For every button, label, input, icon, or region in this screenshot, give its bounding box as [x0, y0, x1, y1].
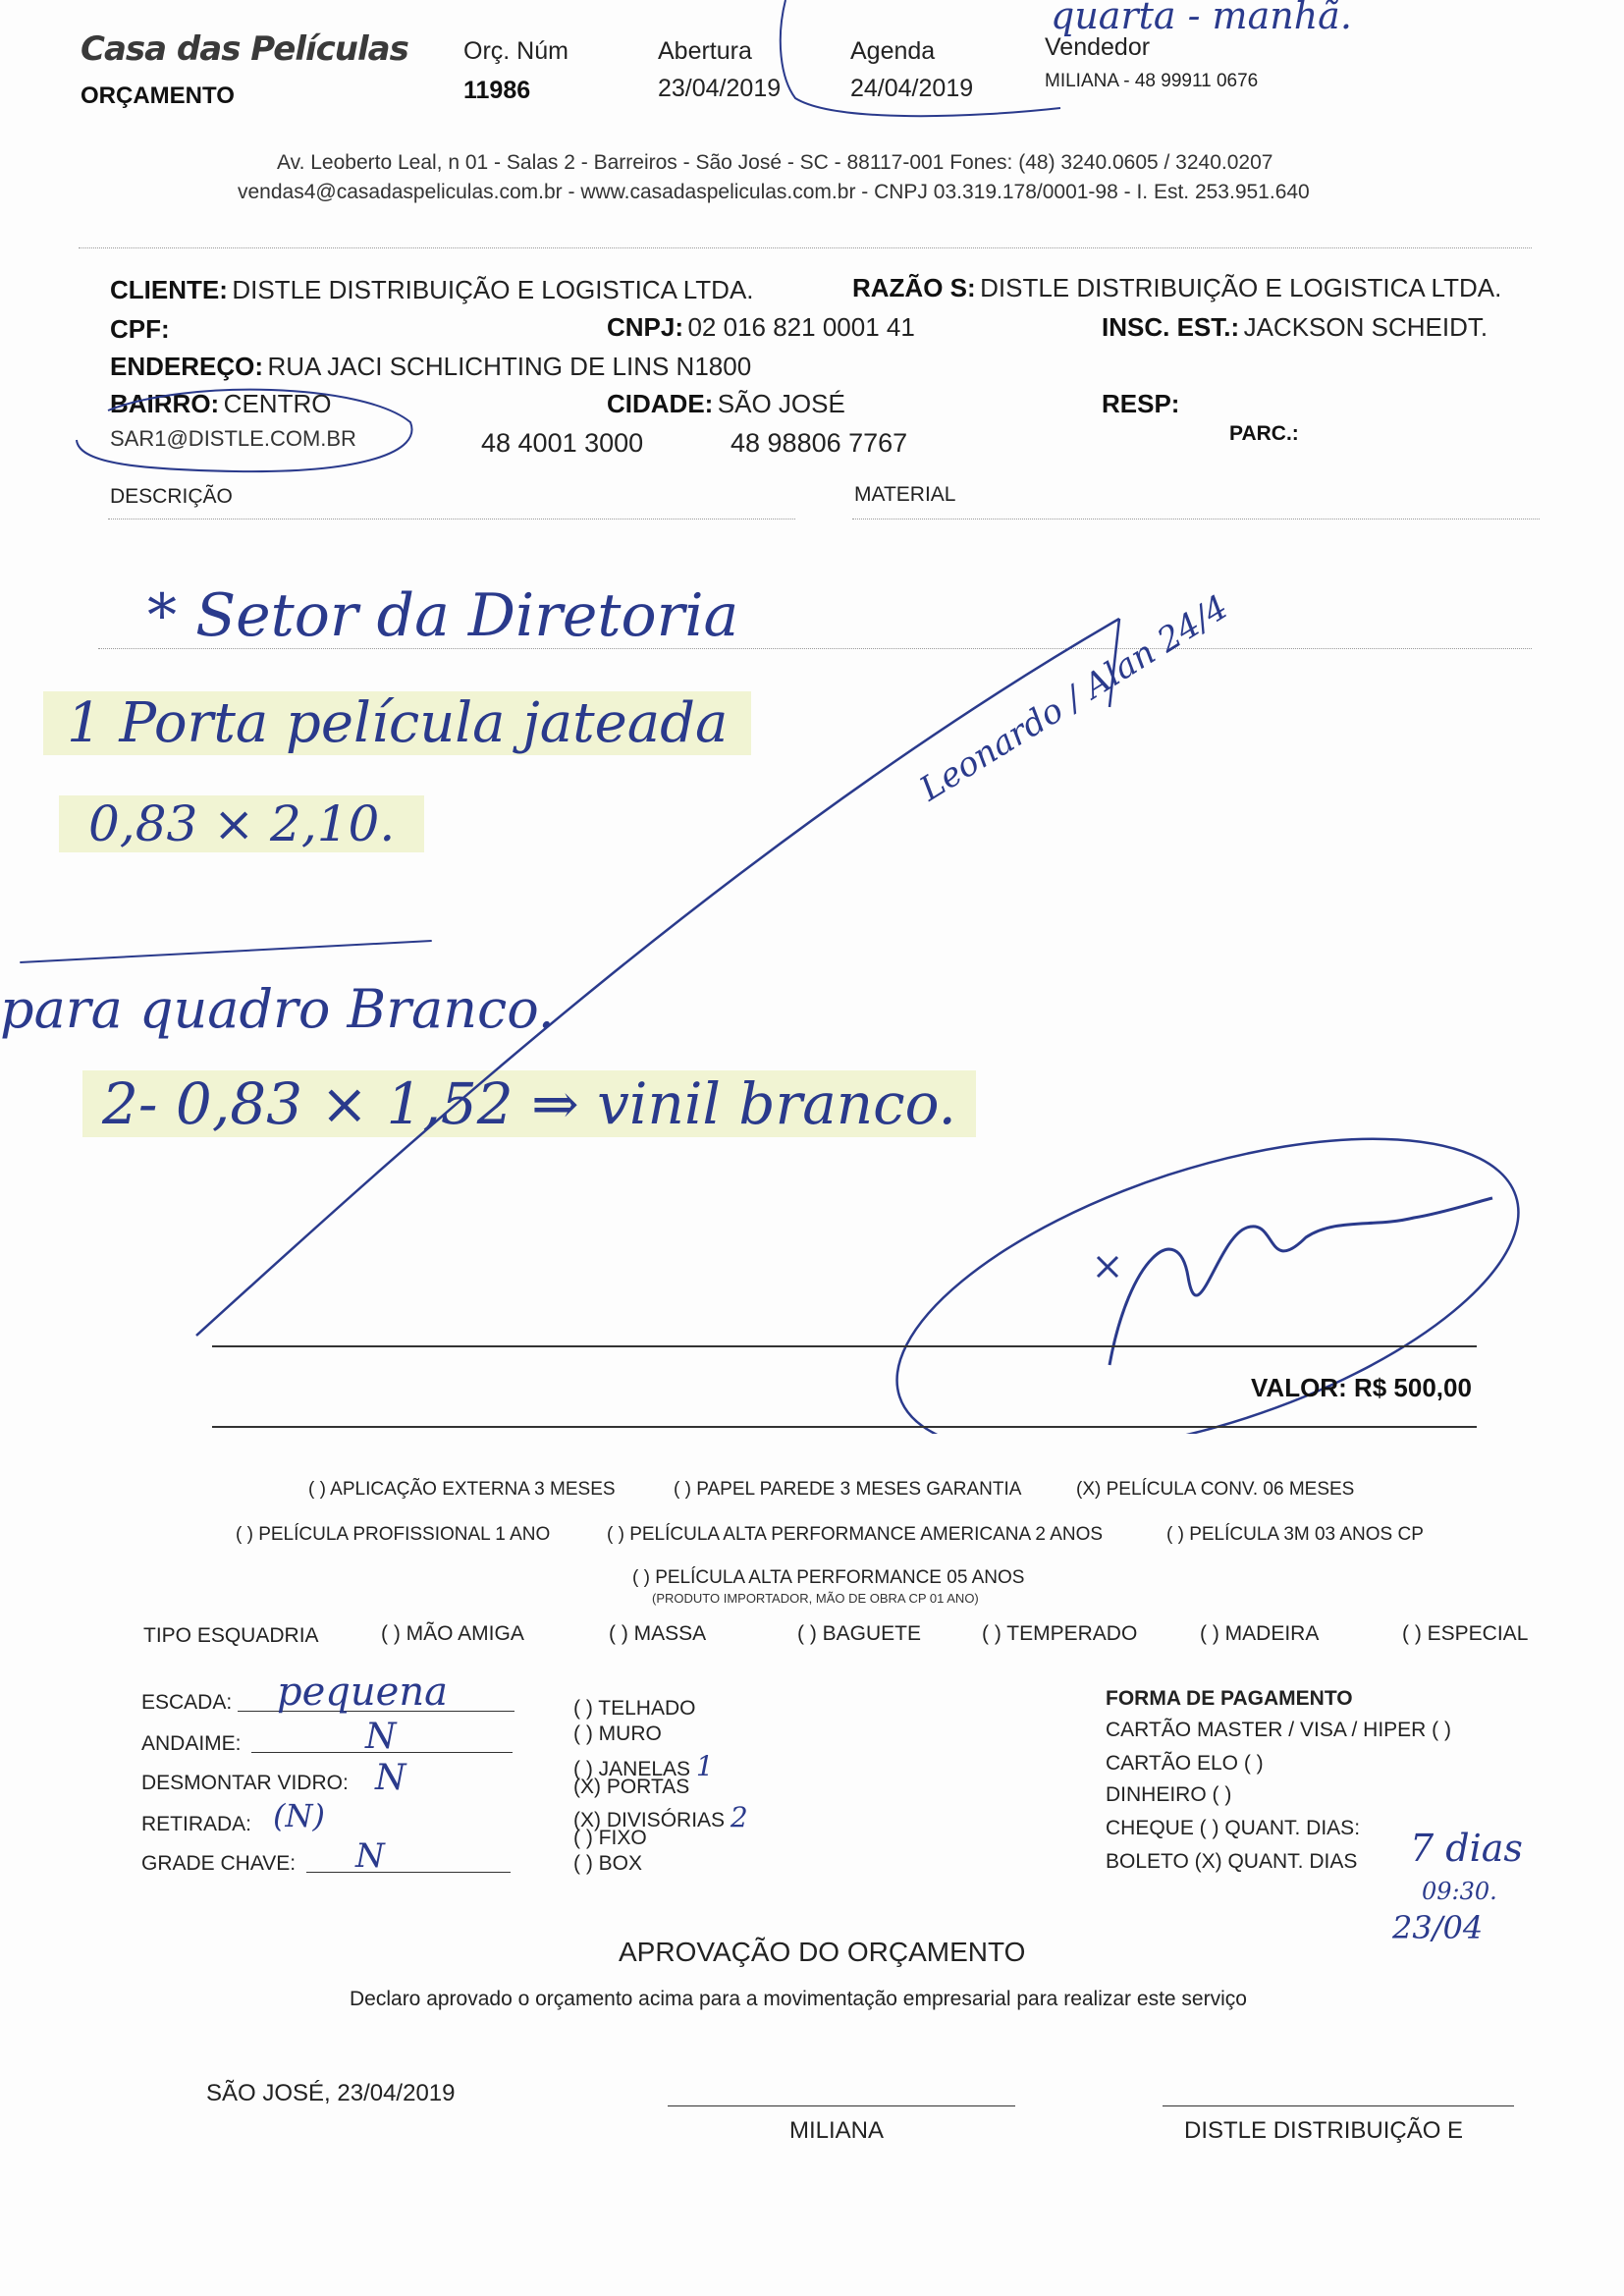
- cnpj-label: CNPJ:: [607, 312, 684, 342]
- payment-cartao-elo: CARTÃO ELO ( ): [1106, 1752, 1264, 1775]
- check-janelas-box: ( ): [573, 1758, 593, 1780]
- payment-date-hw: 23/04: [1392, 1909, 1484, 1946]
- payment-boleto: BOLETO (X) QUANT. DIAS: [1106, 1850, 1358, 1873]
- phone-1: 48 4001 3000: [481, 428, 644, 458]
- razao-row: [852, 273, 1501, 303]
- insc-label: INSC. EST.:: [1102, 312, 1240, 342]
- andaime-label: ANDAIME:: [141, 1732, 242, 1755]
- address-line-2: vendas4@casadaspeliculas.com.br - www.casadaspeliculas.com.br - CNPJ 03.319.178/0001-98 - I. Est. 253.951.640: [238, 181, 1310, 203]
- insc-value: JACKSON SCHEIDT.: [1243, 312, 1489, 342]
- option-pelicula-profissional: ( ) PELÍCULA PROFISSIONAL 1 ANO: [236, 1524, 551, 1545]
- doc-type: ORÇAMENTO: [81, 82, 235, 109]
- agenda-label: Agenda: [850, 37, 936, 65]
- payment-cartao-master: CARTÃO MASTER / VISA / HIPER ( ): [1106, 1719, 1452, 1741]
- hw-line-2: 1 Porta película jateada: [43, 691, 751, 755]
- cnpj-value: 02 016 821 0001 41: [687, 312, 915, 342]
- check-muro-box: ( ): [573, 1722, 593, 1745]
- hw-line-1: * Setor da Diretoria: [147, 581, 739, 650]
- check-muro-label: MURO: [598, 1722, 662, 1745]
- check-muro: [573, 1722, 662, 1746]
- cliente-row: [110, 275, 754, 305]
- header-ink-loop: [776, 0, 1070, 128]
- email-ink-circle: [69, 383, 422, 481]
- tipo-madeira: ( ) MADEIRA: [1200, 1622, 1320, 1645]
- check-box-label: BOX: [598, 1852, 643, 1875]
- signature-name-2: DISTLE DISTRIBUIÇÃO E: [1184, 2117, 1464, 2144]
- endereco-value: RUA JACI SCHLICHTING DE LINS N1800: [267, 352, 752, 381]
- payment-cheque: CHEQUE ( ) QUANT. DIAS:: [1106, 1817, 1361, 1839]
- valor-top-rule: [212, 1345, 1477, 1347]
- insc-row: [1102, 312, 1488, 343]
- cpf-label: CPF:: [110, 314, 170, 344]
- bairro-value: CENTRO: [223, 389, 332, 418]
- option-aplicacao-externa: ( ) APLICAÇÃO EXTERNA 3 MESES: [308, 1479, 616, 1500]
- option-pelicula-3m: ( ) PELÍCULA 3M 03 ANOS CP: [1166, 1524, 1424, 1545]
- vendedor-label: Vendedor: [1045, 33, 1151, 61]
- signature-rule-2: [1163, 2105, 1514, 2106]
- check-fixo-box: ( ): [573, 1827, 593, 1849]
- check-divisorias-box: (X): [573, 1809, 601, 1831]
- desmontar-label: DESMONTAR VIDRO:: [141, 1772, 349, 1794]
- option-pelicula-conv: (X) PELÍCULA CONV. 06 MESES: [1076, 1479, 1355, 1500]
- check-divisorias-label: DIVISÓRIAS: [606, 1809, 726, 1831]
- desmontar-value: N: [375, 1758, 406, 1798]
- andaime-value: N: [365, 1717, 397, 1757]
- approval-place-date: SÃO JOSÉ, 23/04/2019: [206, 2080, 456, 2106]
- valor-label: VALOR: R$ 500,00: [1251, 1373, 1472, 1402]
- tipo-massa: ( ) MASSA: [609, 1622, 707, 1645]
- hw-line-3: 0,83 × 2,10.: [59, 795, 424, 852]
- check-janelas-label: JANELAS: [598, 1758, 691, 1780]
- escada-value: pequena: [277, 1669, 448, 1715]
- address-line-1: Av. Leoberto Leal, n 01 - Salas 2 - Barreiros - São José - SC - 88117-001 Fones: (48) 3240.0605 / 3240.0207: [277, 151, 1273, 174]
- check-portas-box: (X): [573, 1776, 601, 1798]
- phone-2: 48 98806 7767: [731, 428, 908, 458]
- option-pelicula-alta-5: ( ) PELÍCULA ALTA PERFORMANCE 05 ANOS: [632, 1567, 1025, 1588]
- check-telhado: [573, 1697, 695, 1721]
- razao-label: RAZÃO S:: [852, 273, 976, 302]
- parc-label: PARC.:: [1229, 422, 1299, 445]
- tipo-mao-amiga: ( ) MÃO AMIGA: [381, 1622, 524, 1645]
- ink-strokes: [0, 589, 1624, 1434]
- bairro-label: BAIRRO:: [110, 389, 220, 418]
- signature-note: Leonardo / Alan 24/4: [913, 587, 1235, 809]
- cidade-value: SÃO JOSÉ: [717, 389, 845, 418]
- payment-time-hw: 09:30.: [1422, 1878, 1497, 1905]
- cidade-label: CIDADE:: [607, 389, 714, 418]
- grade-value: N: [355, 1836, 385, 1876]
- payment-title: FORMA DE PAGAMENTO: [1106, 1687, 1353, 1710]
- check-divisorias-hw: 2: [730, 1801, 748, 1833]
- vendedor-value: MILIANA - 48 99911 0676: [1045, 71, 1259, 91]
- escada-label: ESCADA:: [141, 1691, 233, 1714]
- abertura-value: 23/04/2019: [658, 75, 782, 102]
- header-handwritten-note: quarta - manhã.: [1051, 0, 1352, 37]
- tipo-temperado: ( ) TEMPERADO: [982, 1622, 1138, 1645]
- approval-title: APROVAÇÃO DO ORÇAMENTO: [619, 1937, 1026, 1967]
- valor-bottom-rule: [212, 1426, 1477, 1428]
- signature-rule-1: [668, 2105, 1015, 2106]
- cidade-row: [607, 389, 845, 419]
- razao-value: DISTLE DISTRIBUIÇÃO E LOGISTICA LTDA.: [980, 273, 1502, 302]
- cliente-label: CLIENTE:: [110, 275, 228, 304]
- abertura-label: Abertura: [658, 37, 752, 65]
- check-box: [573, 1852, 642, 1876]
- resp-label: RESP:: [1102, 389, 1180, 418]
- email-value: SAR1@DISTLE.COM.BR: [110, 426, 356, 451]
- header-divider: [79, 247, 1532, 248]
- check-telhado-label: TELHADO: [598, 1697, 696, 1720]
- check-telhado-box: ( ): [573, 1697, 593, 1720]
- option-pelicula-americana: ( ) PELÍCULA ALTA PERFORMANCE AMERICANA 2 ANOS: [607, 1524, 1104, 1545]
- retirada-label: RETIRADA:: [141, 1813, 252, 1835]
- payment-dinheiro: DINHEIRO ( ): [1106, 1783, 1232, 1806]
- check-fixo: [573, 1827, 647, 1850]
- check-fixo-label: FIXO: [598, 1827, 647, 1849]
- approval-text: Declaro aprovado o orçamento acima para a movimentação empresarial para realizar este serviço: [350, 1988, 1247, 2010]
- tipo-especial: ( ) ESPECIAL: [1402, 1622, 1529, 1645]
- descricao-label: DESCRIÇÃO: [110, 485, 233, 508]
- endereco-row: [110, 352, 751, 382]
- check-portas: [573, 1776, 689, 1799]
- payment-boleto-hw: 7 dias: [1410, 1827, 1523, 1870]
- check-janelas-hw: 1: [695, 1750, 714, 1782]
- cnpj-row: [607, 312, 915, 343]
- grade-label: GRADE CHAVE:: [141, 1852, 297, 1875]
- tipo-esquadria-label: TIPO ESQUADRIA: [143, 1624, 319, 1647]
- retirada-value: (N): [273, 1797, 325, 1834]
- endereco-label: ENDEREÇO:: [110, 352, 264, 381]
- brand-logo: Casa das Películas: [81, 29, 408, 69]
- check-portas-label: PORTAS: [606, 1776, 690, 1798]
- option-papel-parede: ( ) PAPEL PAREDE 3 MESES GARANTIA: [674, 1479, 1022, 1500]
- cliente-value: DISTLE DISTRIBUIÇÃO E LOGISTICA LTDA.: [232, 275, 754, 304]
- grade-rule: [306, 1872, 511, 1873]
- orc-value: 11986: [463, 77, 531, 104]
- tipo-baguete: ( ) BAGUETE: [797, 1622, 922, 1645]
- check-box-box: ( ): [573, 1852, 593, 1875]
- material-label: MATERIAL: [854, 483, 956, 506]
- hw-line-5: 2- 0,83 × 1,52 ⇒ vinil branco.: [82, 1070, 976, 1137]
- option-pelicula-alta-5-sub: (PRODUTO IMPORTADOR, MÃO DE OBRA CP 01 ANO): [652, 1591, 979, 1606]
- signature-name-1: MILIANA: [789, 2117, 885, 2144]
- agenda-value: 24/04/2019: [850, 75, 974, 102]
- hw-line-4: para quadro Branco.: [0, 978, 555, 1040]
- orc-label: Orç. Núm: [463, 37, 568, 65]
